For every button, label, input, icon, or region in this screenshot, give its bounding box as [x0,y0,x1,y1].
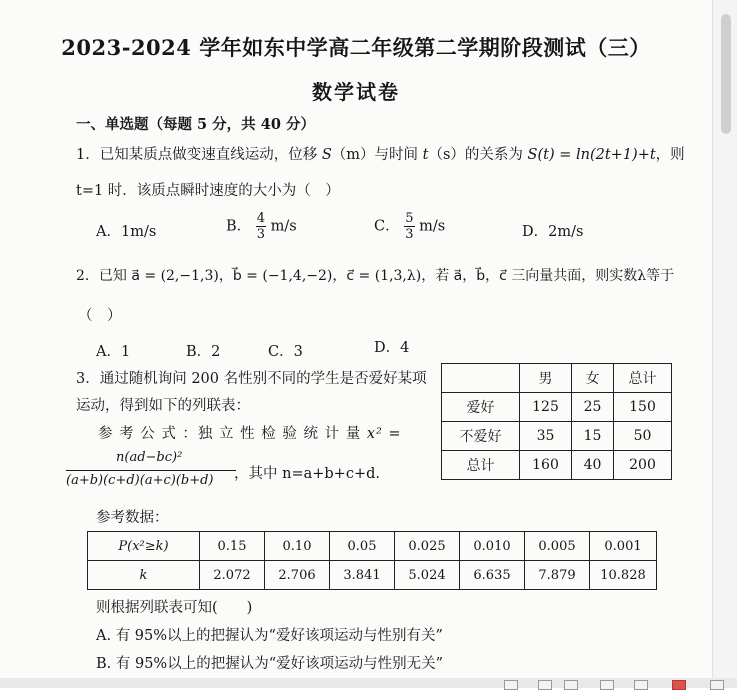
table-row [88,532,657,561]
q1-option-c-fraction [404,211,414,242]
q1-option-c-unit: m/s [419,218,446,235]
table-cell: 10.828 [590,561,657,590]
table-row [442,393,672,422]
table-row [88,561,657,590]
section-heading: 一、单选题（每题 5 分，共 40 分） [76,116,315,133]
table-cell: 50 [614,422,672,451]
table-cell: 2.706 [265,561,330,590]
q1-formula: S(t) = ln(2t+1)+t [527,147,656,163]
q3-fraction-numerator: n(ad−bc)² [116,450,183,465]
q2-line2: （ ） [78,308,122,324]
q2-line1: 2．已知 a⃗ = (2,−1,3)，b⃗ = (−1,4,−2)，c⃗ = (1,3,λ)，若 a⃗，b⃗，c⃗ 三向量共面，则实数λ等于 [76,268,675,284]
table-cell: 6.635 [460,561,525,590]
table-cell: 0.010 [460,532,525,561]
table-cell: 女 [572,364,614,393]
q1-var-s: S [321,147,332,163]
q2-option-d: D．4 [374,340,410,356]
q1-option-b-fraction [256,211,266,242]
q3-question: 则根据列联表可知( ) [96,600,253,616]
fraction-numerator: 5 [405,211,414,226]
table-cell: 总计 [442,451,520,480]
table-cell: P(x²≥k) [88,532,200,561]
table-cell: 40 [572,451,614,480]
table-cell: 25 [572,393,614,422]
toolbar-icon-6[interactable] [672,680,686,690]
table-cell: 0.001 [590,532,657,561]
table-cell: 5.024 [395,561,460,590]
table-row [442,364,672,393]
q2-option-a: A．1 [96,344,131,360]
q1-option-d: D．2m/s [522,224,584,240]
q1-option-b-unit: m/s [270,218,297,235]
page-subtitle: 数学试卷 [312,80,400,104]
toolbar-icon-1[interactable] [504,680,518,690]
page-title: 2023-2024 学年如东中学高二年级第二学期阶段测试（三） [61,35,651,60]
table-cell: 0.05 [330,532,395,561]
table-cell: 不爱好 [442,422,520,451]
q3-formula-text: 参 考 公 式 ：独 立 性 检 验 统 计 量 [98,426,362,442]
q1-option-b [226,211,297,242]
table-cell: 150 [614,393,672,422]
q3-option-b: B. 有 95%以上的把握认为“爱好该项运动与性别无关” [96,656,444,672]
table-cell: 2.072 [200,561,265,590]
q1-line1 [76,143,685,164]
q3-formula-label [98,422,402,443]
table-cell: 0.005 [525,532,590,561]
table-cell: 0.025 [395,532,460,561]
q3-fraction-denominator: (a+b)(c+d)(a+c)(b+d) [66,473,214,488]
q3-chi-square: x² = [366,426,402,442]
table-cell: 160 [520,451,572,480]
table-cell: 7.879 [525,561,590,590]
reference-table [87,531,657,590]
vertical-scrollbar[interactable] [712,0,737,688]
table-cell: 男 [520,364,572,393]
table-cell: 3.841 [330,561,395,590]
scrollbar-thumb[interactable] [721,14,731,134]
table-cell [442,364,520,393]
table-cell: 35 [520,422,572,451]
toolbar-icon-7[interactable] [710,680,724,690]
fraction-denominator: 3 [256,227,266,242]
table-row [442,422,672,451]
table-cell: 0.15 [200,532,265,561]
q2-option-c: C．3 [268,344,303,360]
q3-ref-label: 参考数据： [96,510,169,526]
q1-option-c [374,211,445,242]
q1-tail: ，则 [655,147,685,163]
q3-option-a: A. 有 95%以上的把握认为“爱好该项运动与性别有关” [96,628,443,644]
bottom-toolbar [0,678,737,688]
q3-line2: 运动，得到如下的列联表： [76,398,250,414]
q1-unit-m: （m）与时间 [331,147,419,163]
q3-line1: 3．通过随机询问 200 名性别不同的学生是否爱好某项 [76,371,427,387]
table-cell: 200 [614,451,672,480]
q3-where-clause: ，其中 n=a+b+c+d. [234,466,380,482]
q1-unit-s: （s）的关系为 [428,147,523,163]
q1-option-a: A．1m/s [96,224,157,240]
table-cell: 125 [520,393,572,422]
q1-option-b-label: B． [226,218,252,235]
table-cell: 总计 [614,364,672,393]
table-cell: k [88,561,200,590]
q1-line2: t=1 时．该质点瞬时速度的大小为（ ） [76,183,340,199]
fraction-numerator: 4 [256,211,266,226]
table-row [442,451,672,480]
toolbar-icon-2[interactable] [538,680,552,690]
toolbar-icon-4[interactable] [600,680,614,690]
table-cell: 爱好 [442,393,520,422]
table-cell: 0.10 [265,532,330,561]
fraction-bar [66,470,236,471]
table-cell: 15 [572,422,614,451]
toolbar-icon-5[interactable] [634,680,648,690]
q2-option-b: B．2 [186,344,221,360]
contingency-table [441,363,672,480]
q1-var-t: t [422,147,429,163]
q1-option-c-label: C． [374,218,400,235]
toolbar-icon-3[interactable] [564,680,578,690]
q1-text: 1．已知某质点做变速直线运动，位移 [76,147,318,163]
fraction-denominator: 3 [405,227,414,242]
